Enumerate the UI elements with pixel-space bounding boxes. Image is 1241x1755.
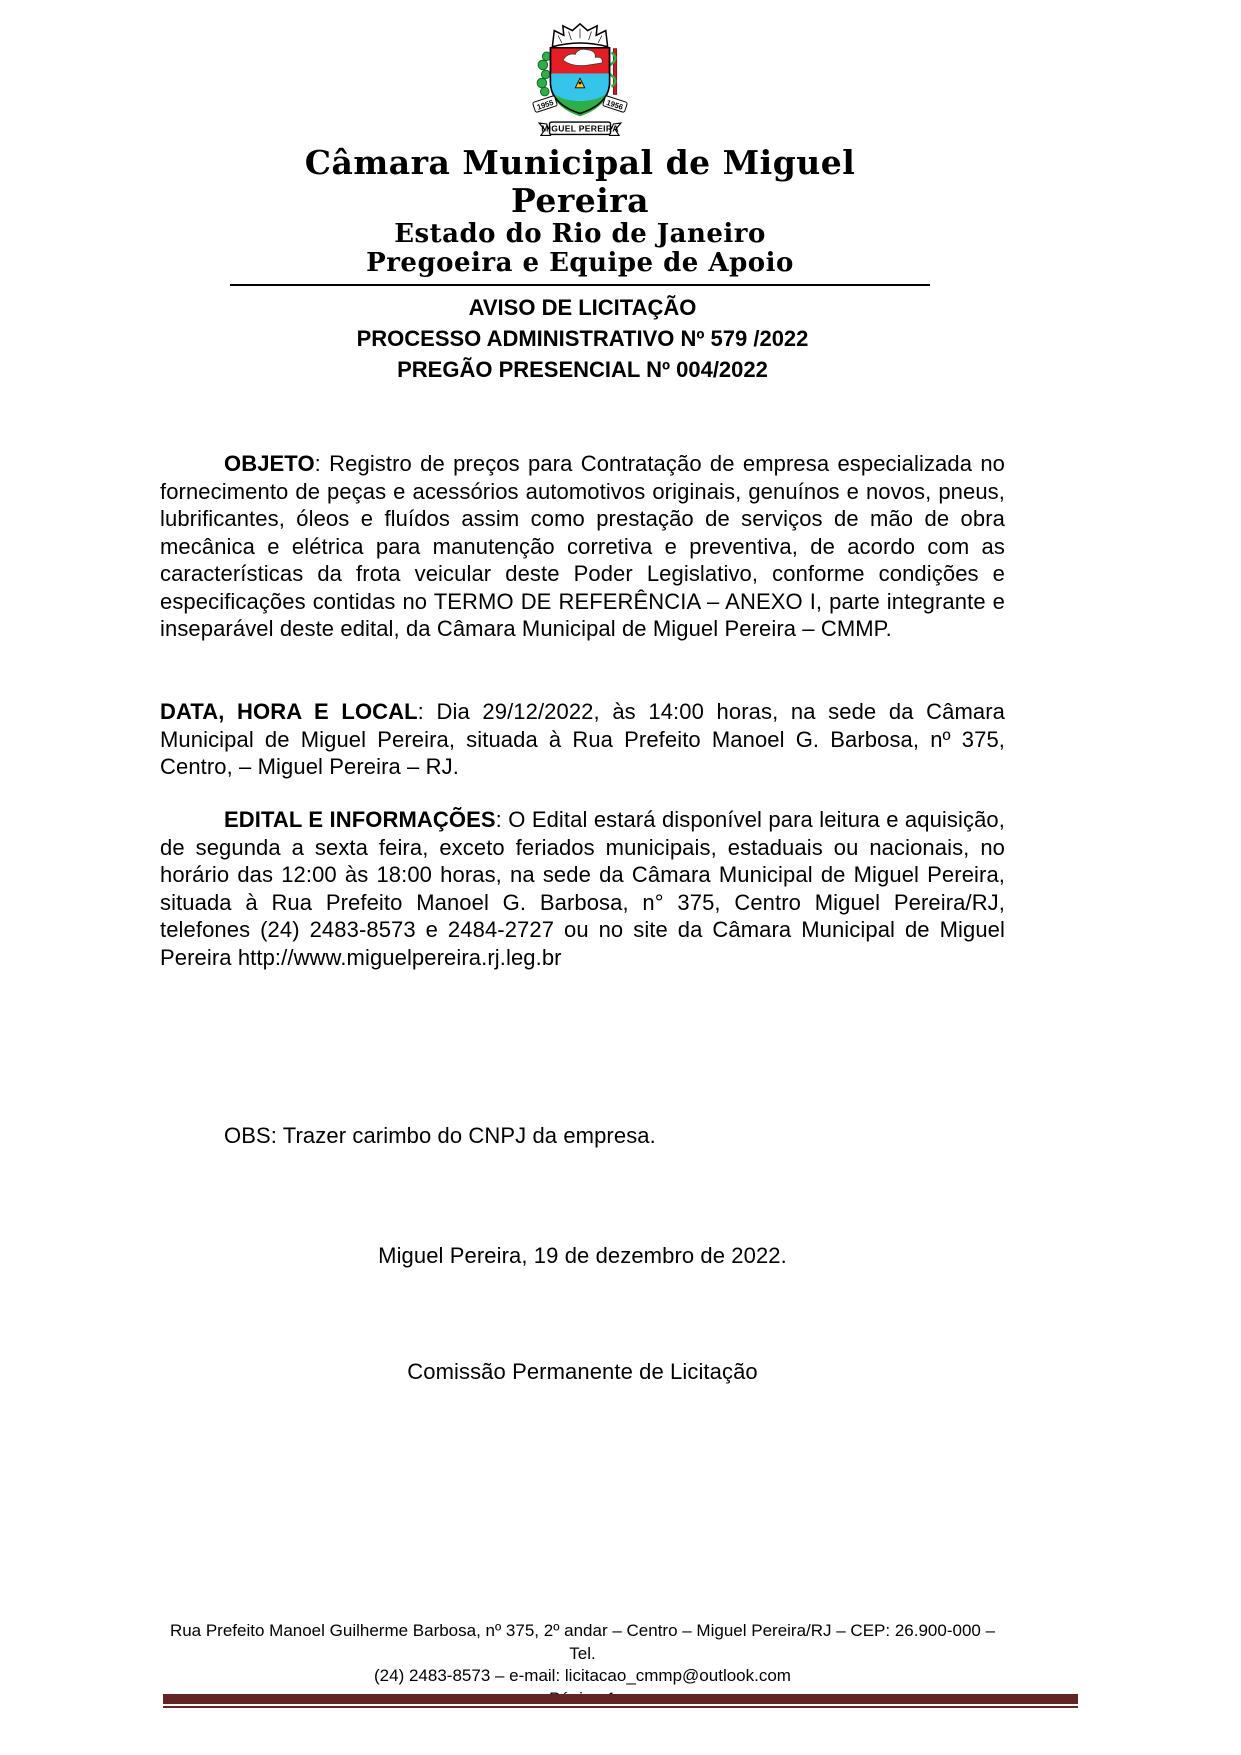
left-branch-icon [537,52,551,96]
objeto-text: : Registro de preços para Contratação de empresa especializada no fornecimento de peças e acessórios automotivos originais, genuínos e novos, pneus, lubrificantes, óleos e fluídos assim como prestação de serviços de mão de obra mecânica e elétrica para manutenção corretiva e preventiva, de acordo com as características da frota veicular deste Poder Legislativo, conforme condições e especificações contidas no TERMO DE REFERÊNCIA – ANEXO I, parte integrante e inseparável deste edital, da Câmara Municipal de Miguel Pereira – CMMP. [160,451,1005,641]
crest-banner-label: MIGUEL PEREIRA [541,123,619,134]
objeto-label: OBJETO [224,451,315,476]
department-line: Pregoeira e Equipe de Apoio [366,248,794,278]
notice-title-block [160,292,1005,385]
year-left-label: 1955 [535,97,555,112]
coat-of-arms-icon [518,22,642,144]
footer-bar-thick [163,1694,1078,1704]
edital-label: EDITAL E INFORMAÇÕES [224,807,496,832]
paragraph-objeto [160,450,1005,643]
obs-line: OBS: Trazer carimbo do CNPJ da empresa. [224,1123,656,1148]
crest-banner [539,122,621,135]
year-right-label: 1956 [605,97,625,112]
footer-border-bar [163,1694,1078,1708]
footer-bar-thin [163,1706,1078,1708]
signature-line: Comissão Permanente de Licitação [407,1359,758,1384]
footer-contact-line: (24) 2483-8573 – e-mail: licitacao_cmmp@outlook.com [374,1666,791,1685]
date-line: Miguel Pereira, 19 de dezembro de 2022. [378,1243,787,1268]
year-ribbon-right [602,96,627,113]
paragraph-edital-informacoes [160,806,1005,971]
footer-address-line: Rua Prefeito Manoel Guilherme Barbosa, nº 375, 2º andar – Centro – Miguel Pereira/RJ – CEP: 26.900-000 –Tel. [169,1621,996,1663]
year-ribbon-left [532,96,557,113]
letterhead [230,22,930,286]
municipal-crest [230,22,930,144]
crown-icon [552,24,607,47]
notice-modality-line: PREGÃO PRESENCIAL Nº 004/2022 [397,357,768,382]
notice-title: AVISO DE LICITAÇÃO [468,295,697,320]
data-hora-local-label: DATA, HORA E LOCAL [160,699,418,724]
notice-process-line: PROCESSO ADMINISTRATIVO Nº 579 /2022 [356,326,809,351]
header-divider [230,284,930,286]
state-line: Estado do Rio de Janeiro [394,219,766,249]
paragraph-data-hora-local [160,698,1005,781]
shield-icon [550,48,609,117]
org-name: Câmara Municipal de Miguel Pereira [304,143,856,220]
edital-text: : O Edital estará disponível para leitura e aquisição, de segunda a sexta feira, exceto feriados municipais, estaduais ou nacionais, no horário das 12:00 às 18:00 horas, na sede da Câmara Municipal de Miguel Pereira, situada à Rua Prefeito Manoel G. Barbosa, n° 375, Centro Miguel Pereira/RJ, telefones (24) 2483-8573 e 2484-2727 ou no site da Câmara Municipal de Miguel Pereira http://www.miguelpereira.rj.leg.br [160,807,1005,970]
data-hora-local-text: : Dia 29/12/2022, às 14:00 horas, na sede da Câmara Municipal de Miguel Pereira, situada à Rua Prefeito Manoel G. Barbosa, nº 375, Centro, – Miguel Pereira – RJ. [160,699,1006,779]
